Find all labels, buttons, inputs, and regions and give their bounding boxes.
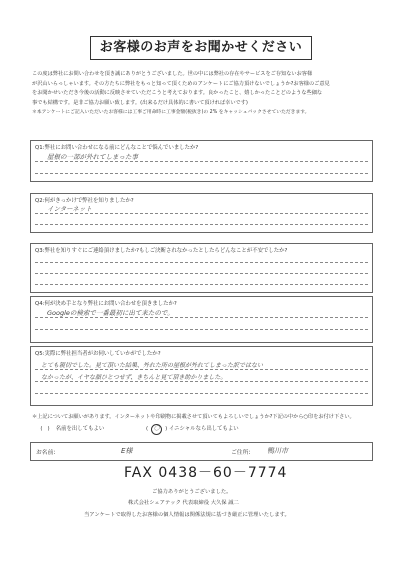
consent-option-initial[interactable]: ( 〇 ) イニシャルなら出してもよい (146, 424, 239, 435)
circle-mark-icon: 〇 (151, 424, 162, 435)
intro-line: この度は弊社にお問い合わせを頂き誠にありがとうございました。世の中には弊社の存在やサービスをご存知ないお客様 (32, 71, 313, 77)
form-title: お客様のお声をお聞かせください (90, 36, 312, 60)
question-5-box[interactable] (30, 346, 373, 406)
thanks-text: ご協力ありがとうございました。 (152, 489, 232, 495)
name-label: お名前: (36, 450, 56, 456)
answer-line (35, 213, 368, 214)
consent-option-name[interactable] (36, 424, 104, 432)
intro-line: が沢山いらっしゃいます。その方たちに弊社をもっと知って頂くためのアンケートにご協力頂けないでしょうか?お客様のご意見 (32, 80, 330, 87)
answer-line (35, 393, 368, 394)
answer-line (35, 161, 368, 162)
answer-line (35, 317, 368, 318)
company-name: 株式会社シェアテック 代表取締役 大久保 誠二 (128, 500, 239, 506)
question-2-label: Q2:何がきっかけで弊社を知りましたか? (35, 198, 134, 204)
question-1-answer: 屋根の一部が外れてしまった事 (47, 153, 138, 161)
question-1-box[interactable] (30, 140, 373, 182)
answer-line (35, 329, 368, 330)
question-1-label: Q1:弊社にお問い合わせになる前にどんなことで悩んでいましたか? (35, 145, 199, 151)
question-3-label: Q3:弊社を知りすぐにご連絡頂けましたか?もしご決断されなかったとしたらどんなことが不安でしたか? (35, 248, 288, 254)
option-checkbox[interactable]: ( ) (40, 426, 50, 432)
intro-line: 事でも結構です。是非ご協力お願い致します。(出来るだけ具体的に書いて頂ければ幸いです) (32, 99, 248, 106)
answer-line (35, 284, 368, 285)
name-value[interactable]: E様 (121, 447, 133, 455)
answer-line (35, 381, 368, 382)
answer-line (35, 369, 368, 370)
question-4-box[interactable] (30, 296, 373, 343)
answer-line (35, 262, 368, 263)
address-label: ご住所: (231, 450, 251, 456)
intro-text (32, 70, 368, 118)
option-label: 名前を出してもよい (55, 426, 105, 432)
answer-line (35, 273, 368, 274)
name-address-box (30, 442, 373, 461)
question-5-label: Q5:実際に弊社担当者がお伺いしていかがでしたか? (35, 351, 161, 357)
intro-note: ＊本アンケートにご記入いただいたお客様には工事ご用命時に工事金額(税抜き)の 2% をキャッシュバックさせていただきます。 (32, 110, 310, 115)
answer-line (35, 224, 368, 225)
privacy-note: 当アンケートで取得したお客様の個人情報は関係法規に基づき厳正に管理いたします。 (84, 512, 290, 518)
address-value[interactable]: 鴨川市 (267, 447, 288, 455)
option-label: イニシャルなら出してもよい (168, 426, 239, 432)
consent-text: ＊上記についてお願いがあります。インターネットや印刷物に掲載させて頂いてもよろしいでしょうか?下記の中から○印をお付け下さい。 (32, 414, 355, 420)
answer-line (35, 173, 368, 174)
question-5-answer-line: とても親切でした。見て頂いた結果、外れた所の屋根が外れてしまった訳ではない (41, 362, 264, 369)
question-3-box[interactable] (30, 243, 373, 293)
intro-line: をお聞かせいただき今後の活動に反映させていただこうと考えております。良かったこと、嬉しかったことどのような些細な (32, 90, 323, 96)
question-4-answer: Googleの検索で一番最初に出て来たので。 (47, 309, 174, 317)
question-2-box[interactable] (30, 193, 373, 233)
question-5-answer-line: なかったが、イヤな顔ひとつせず、きちんと見て頂き助かりました。 (41, 374, 227, 381)
fax-number: FAX 0438－60－7774 (124, 465, 288, 481)
question-4-label: Q4:何が決め手となり弊社にお問い合わせを頂きましたか? (35, 301, 177, 307)
question-2-answer: インターネット (47, 205, 92, 213)
